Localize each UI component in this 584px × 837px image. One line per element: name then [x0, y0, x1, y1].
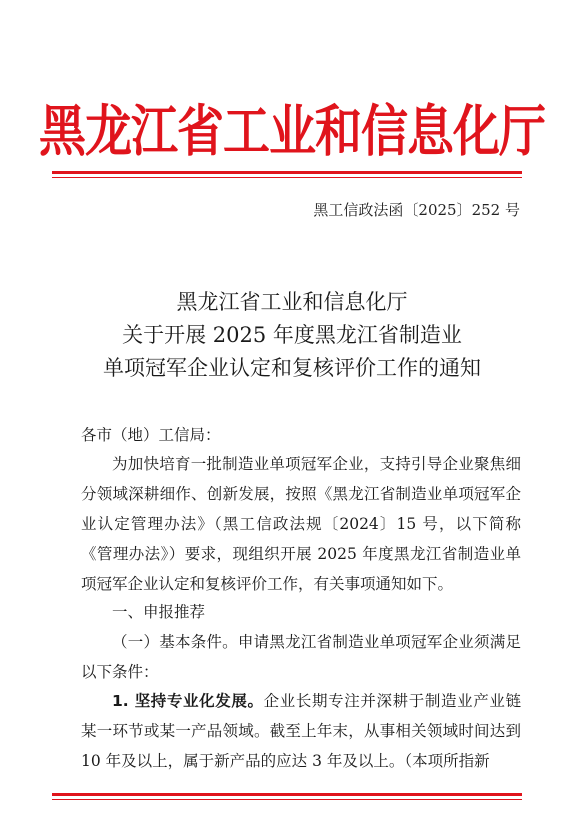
section-heading-1: 一、申报推荐	[112, 603, 206, 621]
header-divider-thick	[52, 171, 522, 174]
body-paragraph-3	[81, 686, 521, 776]
title-line-2: 关于开展 2025 年度黑龙江省制造业	[122, 323, 462, 347]
header-divider-thin	[52, 177, 522, 178]
body-paragraph-1: 为加快培育一批制造业单项冠军企业，支持引导企业聚焦细分领域深耕细作、创新发展，按照《黑龙江省制造业单项冠军企业认定管理办法》（黑工信政法规〔2024〕15 号，以下简称《管理办法》）要求，现组织开展 2025 年度黑龙江省制造业单项冠军企业认定和复核评价工作，有关事项通知如下。	[81, 455, 521, 593]
footer-divider-thin	[52, 799, 522, 800]
title-line-1: 黑龙江省工业和信息化厅	[176, 290, 408, 314]
footer-divider-thick	[52, 793, 522, 796]
criterion-text: 企业长期专注并深耕于制造业产业链某一环节或某一产品领域。截至上年末，从事相关领域时间达到 10 年及以上，属于新产品的应达 3 年及以上。（本项所指新	[81, 692, 521, 770]
document-number: 黑工信政法函〔2025〕252 号	[313, 201, 520, 219]
body-paragraph-2: （一）基本条件。申请黑龙江省制造业单项冠军企业须满足以下条件：	[81, 633, 521, 681]
document-title	[0, 286, 584, 385]
criterion-heading: 1. 坚持专业化发展。	[112, 692, 264, 710]
salutation: 各市（地）工信局：	[81, 426, 221, 444]
agency-header: 黑龙江省工业和信息化厅	[39, 99, 545, 165]
title-line-3: 单项冠军企业认定和复核评价工作的通知	[103, 356, 481, 380]
